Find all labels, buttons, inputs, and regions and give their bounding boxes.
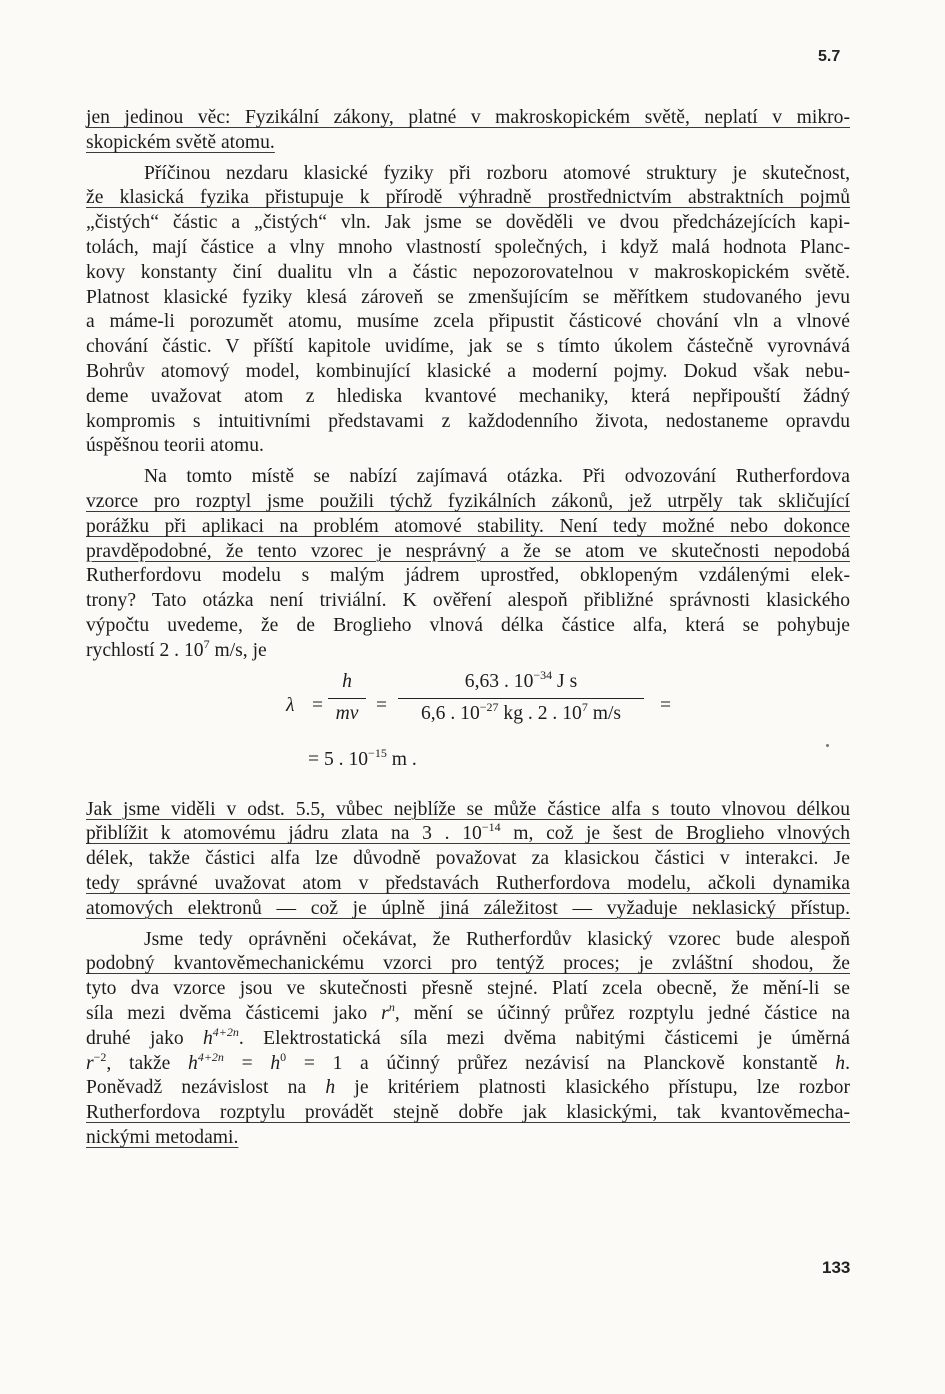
text-line: Jsme tedy oprávněni očekávat, že Rutherfordův klasický vzorec bude alespoň: [144, 928, 850, 950]
de-broglie-formula: [86, 667, 850, 788]
formula-lambda: λ: [286, 694, 295, 716]
text-line: skopickém světě atomu.: [86, 131, 275, 153]
body-text: [86, 106, 850, 1151]
page-number: 133: [822, 1258, 851, 1277]
text-line: pravděpodobné, že tento vzorec je nesprávný a že se atom ve skutečnosti nepodobá: [86, 540, 850, 562]
text-line: $r^{-2}$, takže $h^{4+2n} = h^0 = 1$ a účinný průřez nezávisí na Planckově konstantě h.: [86, 1049, 850, 1074]
text-line: Rutherfordova rozptylu provádět stejně dobře jak klasickými, tak kvantověmecha-: [86, 1102, 850, 1124]
fraction-numerator: 6,63 . $10^{-34}$ J s: [464, 667, 578, 692]
text-line: trony? Tato otázka není triviální. K ověření alespoň přibližné správnosti klasického: [86, 590, 850, 612]
text-line: vzorce pro rozptyl jsme použili týchž fyzikálních zákonů, jež utrpěly tak skličující: [86, 490, 850, 512]
text-line: jen jedinou věc: Fyzikální zákony, platné v makroskopickém světě, neplatí v mikro-: [86, 107, 850, 128]
fraction-denominator: 6,6 . $10^{-27}$ kg . 2 . $10^7$ m/s: [420, 699, 622, 724]
text-line: podobný kvantověmechanickému vzorci pro tentýž proces; je zvláštní shodou, že: [86, 953, 850, 975]
text-line: délek, takže částici alfa lze důvodně považovat za klasickou částici v interakci. Je: [86, 848, 850, 870]
text-line: a máme-li porozumět atomu, musíme zcela připustit částicové chování vln a vlnové: [86, 311, 850, 333]
text-line: „čistých“ částic a „čistých“ vln. Jak jsme se dověděli ve dvou předcházejících kapi-: [86, 212, 850, 234]
text-line: deme uvažovat atom z hlediska kvantové mechaniky, která nepřipouští žádný: [86, 385, 850, 407]
text-line: kovy konstanty činí dualitu vln a částic nepozorovatelnou v makroskopickém světě.: [86, 261, 850, 283]
text-line: úspěšnou teorii atomu.: [86, 435, 264, 457]
text-line: Příčinou nezdaru klasické fyziky při rozboru atomové struktury je skutečnost,: [144, 162, 850, 184]
formula-result: = 5 . $10^{-15}$ m .: [308, 745, 417, 770]
fraction-bar: [328, 698, 366, 699]
text-line: atomových elektronů — což je úplně jiná záležitost — vyžaduje neklasický přístup.: [86, 897, 850, 919]
formula-equals: =: [660, 694, 672, 716]
text-line: druhé jako $h^{4+2n}$. Elektrostatická síla mezi dvěma nabitými částicemi je úměrná: [86, 1024, 850, 1049]
fraction-numerator: h: [342, 670, 352, 692]
text-line: Poněvadž nezávislost na h je kritériem platnosti klasického přístupu, lze rozbor: [86, 1077, 850, 1099]
fraction-denominator: mv: [335, 702, 359, 724]
text-line: Bohrův atomový model, kombinující klasické a moderní pojmy. Dokud však nebu-: [86, 360, 850, 382]
text-line: že klasická fyzika přistupuje k přírodě výhradně prostřednictvím abstraktních pojmů: [86, 187, 850, 209]
text-line: nickými metodami.: [86, 1126, 239, 1148]
formula-equals: =: [312, 694, 324, 716]
text-line: tyto dva vzorce jsou ve skutečnosti přesně stejné. Platí zcela obecně, že mění-li se: [86, 978, 850, 1000]
text-line: Rutherfordovu modelu s malým jádrem uprostřed, obklopeným vzdálenými elek-: [86, 565, 850, 587]
section-number: 5.7: [818, 48, 841, 65]
fraction-values: [398, 667, 644, 727]
formula-equals: =: [376, 694, 388, 716]
text-line: porážku při aplikaci na problém atomové stability. Není tedy možné nebo dokonce: [86, 515, 850, 537]
text-line: výpočtu uvedeme, že de Broglieho vlnová délka částice alfa, která se pohybuje: [86, 614, 850, 636]
text-line: kompromis s intuitivními představami z každodenního života, nedostaneme opravdu: [86, 410, 850, 432]
text-line: Platnost klasické fyziky klesá zároveň se zmenšujícím se měřítkem studovaného jevu: [86, 286, 850, 308]
text-line: Jak jsme viděli v odst. 5.5, vůbec nejblíže se může částice alfa s touto vlnovou délkou: [86, 798, 850, 820]
text-line: síla mezi dvěma částicemi jako $r^n$, mění se účinný průřez rozptylu jedné částice na: [86, 999, 850, 1024]
fraction-bar: [398, 698, 644, 699]
ink-dot: [826, 744, 829, 747]
fraction-h-over-mv: [328, 670, 366, 727]
text-line: tolách, mají částice a vlny mnoho vlastností společných, i když malá hodnota Planc-: [86, 236, 850, 258]
text-line: chování částic. V příští kapitole uvidíme, jak se s tímto úkolem částečně vyrovnává: [86, 336, 850, 358]
text-line: Na tomto místě se nabízí zajímavá otázka. Při odvozování Rutherfordova: [144, 466, 850, 488]
text-line: přiblížit k atomovému jádru zlata na 3 . $10^{-14}$ m, což je šest de Broglieho vlnových: [86, 820, 850, 845]
text-line: rychlostí 2 . $10^7$ m/s, je: [86, 636, 267, 661]
text-line: tedy správné uvažovat atom v představách Rutherfordova modelu, ačkoli dynamika: [86, 872, 850, 894]
